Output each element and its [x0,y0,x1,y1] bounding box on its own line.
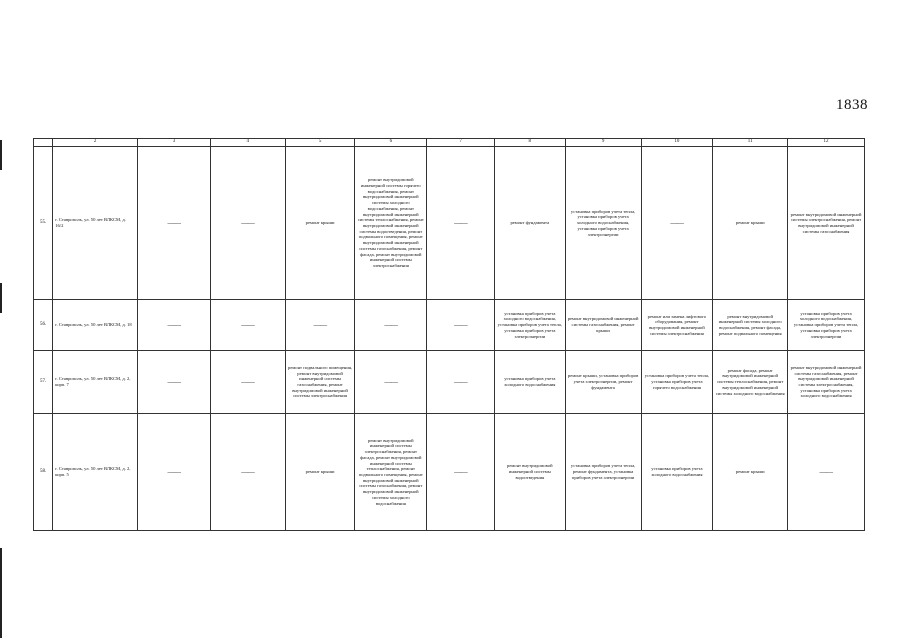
table-cell: ремонт или замена лифтового оборудования, ремонт внутридомовой инженерной системы электроснабжения [641,300,713,351]
table-cell: —— [210,351,285,414]
table-cell: ремонт внутридомовой инженерной системы электроснабжения, ремонт внутридомовой инженерной системы газоснабжения [788,147,865,300]
table-cell: —— [138,351,211,414]
column-number-row [34,139,865,147]
table-cell: —— [641,147,713,300]
table-cell: ремонт крыши, установка приборов учета электроэнергии, ремонт фундамента [565,351,641,414]
address-cell: г. Ставрополь, ул. 50 лет ВЛКСМ, д. 2, корп. 5 [53,414,138,531]
column-header: 10 [641,139,713,147]
address-cell: г. Ставрополь, ул. 50 лет ВЛКСМ, д. 16/2 [53,147,138,300]
table-cell: ремонт подвального помещения, ремонт внутридомовой инженерной системы газоснабжения, ремонт внутридомовой инженерной системы электроснабжения [285,351,355,414]
row-number: 58. [34,414,53,531]
table-cell: ремонт внутридомовой инженерной системы газоснабжения, ремонт крыши [565,300,641,351]
table-cell: ремонт внутридомовой инженерной системы газоснабжения, ремонт внутридомовой инженерной системы электроснабжения, установка приборов учета холодного водоснабжения [788,351,865,414]
address-cell: г. Ставрополь, ул. 50 лет ВЛКСМ, д. 2, корп. 7 [53,351,138,414]
table-cell: ремонт внутридомовой инженерной системы горячего водоснабжения, ремонт внутридомовой инженерной системы холодного водоснабжения, ремонт внутридомовой инженерной системы теплоснабжения, ремонт внутридомовой инженерной системы водоотведения, ремонт подвального помещения, ремонт внутридомовой инженерной системы газоснабжения, ремонт фасада, ремонт внутридомовой инженерной системы электроснабжения [355,147,427,300]
table-cell: —— [427,147,495,300]
table-cell: установка приборов учета тепла, установка приборов учета холодного водоснабжения, установка приборов учета электроэнергии [565,147,641,300]
column-header: 5 [285,139,355,147]
table-cell: ремонт крыши [285,414,355,531]
table-cell: —— [210,300,285,351]
column-header [34,139,53,147]
column-header: 9 [565,139,641,147]
table-row [34,300,865,351]
table-cell: ремонт внутридомовой инженерной системы водоотведения [494,414,565,531]
table-cell: —— [355,300,427,351]
table-cell: —— [427,414,495,531]
column-header: 7 [427,139,495,147]
column-header: 4 [210,139,285,147]
table-cell: установка приборов учета тепла, установка приборов учета горячего водоснабжения [641,351,713,414]
table-cell: —— [138,147,211,300]
table-cell: ремонт фасада, ремонт внутридомовой инженерной системы теплоснабжения, ремонт внутридомовой инженерной системы холодного водоснабжения [713,351,788,414]
table-cell: —— [427,351,495,414]
table-cell: —— [138,300,211,351]
table-cell: установка приборов учета холодного водоснабжения, установка приборов учета тепла, установка приборов учета электроэнергии [494,300,565,351]
column-header: 6 [355,139,427,147]
row-number: 57. [34,351,53,414]
table-cell: —— [355,351,427,414]
column-header: 11 [713,139,788,147]
column-header: 2 [53,139,138,147]
table-cell: ремонт фундамента [494,147,565,300]
table-cell: ремонт внутридомовой инженерной системы электроснабжения, ремонт фасада, ремонт внутридомовой инженерной системы теплоснабжения, ремонт подвального помещения, ремонт внутридомовой инженерной системы газоснабжения, ремонт внутридомовой инженерной системы холодного водоснабжения [355,414,427,531]
address-cell: г. Ставрополь, ул. 50 лет ВЛКСМ, д. 18 [53,300,138,351]
table-cell: ремонт крыши [713,414,788,531]
table-row [34,147,865,300]
column-header: 8 [494,139,565,147]
table-cell: ремонт внутридомовой инженерной системы холодного водоснабжения, ремонт фасада, ремонт подвального помещения [713,300,788,351]
table-cell: —— [427,300,495,351]
table-cell: установка приборов учета холодного водоснабжения, установка приборов учета тепла, установка приборов учета электроэнергии [788,300,865,351]
table-row [34,351,865,414]
column-header: 3 [138,139,211,147]
left-edge-mark [0,548,2,638]
table-cell: ремонт крыши [285,147,355,300]
table-cell: —— [210,414,285,531]
table-cell: —— [138,414,211,531]
table-cell: установка приборов учета холодного водоснабжения [641,414,713,531]
left-edge-mark [0,140,2,170]
repair-plan-table [33,138,865,531]
table-cell: ремонт крыши [713,147,788,300]
row-number: 56. [34,300,53,351]
table-cell: —— [285,300,355,351]
table-cell: установка приборов учета тепла, ремонт фундамента, установка приборов учета электроэнергии [565,414,641,531]
table-cell: установка приборов учета холодного водоснабжения [494,351,565,414]
page-number: 1838 [836,97,868,113]
column-header: 12 [788,139,865,147]
row-number: 55. [34,147,53,300]
table-cell: —— [788,414,865,531]
left-edge-mark [0,283,2,313]
table-row [34,414,865,531]
table-cell: —— [210,147,285,300]
